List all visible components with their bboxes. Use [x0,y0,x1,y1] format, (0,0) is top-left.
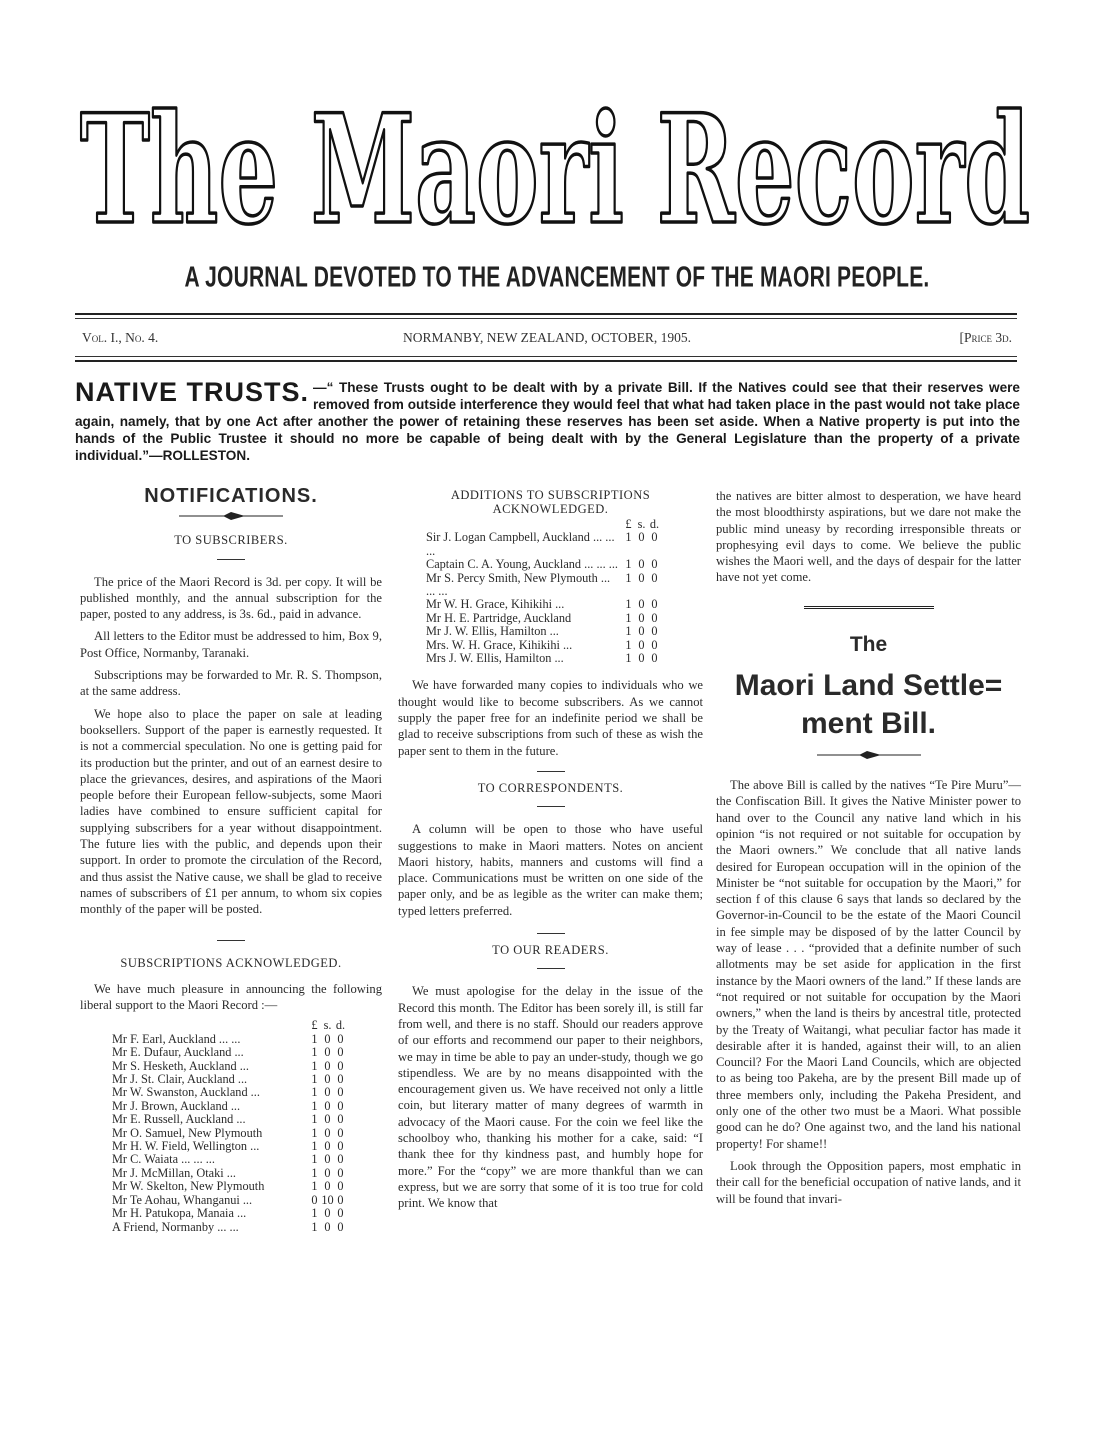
column-2 [398,488,703,1217]
additions-header-row [426,518,661,531]
shillings-header: s. [637,517,646,531]
amount-pounds: 1 [625,651,632,666]
amount-pence: 0 [337,1098,344,1113]
correspondents-paragraph: A column will be open to those who have useful suggestions to make in Maori matters. Notes on ancient Maori history, habits, manners and customs will find a place. Communications must be written on one side of the paper only, and be as legible as the writer can make them; typed letters preferred. [398,822,703,918]
native-trusts-text: —“ These Trusts ought to be dealt with by a private Bill. If the Natives could see that their reserves were removed from outside interference they would feel that what had taken place in the past would not take place again, namely, that by one Act after another the power of retaining these reserves has been set aside. When a Native property is put into the hands of the Public Trustee it should no more be capable of being dealt with by the General Legislature than the property of a private individual.”—ROLLESTON. [75,380,1020,463]
forwarded-paragraph: We have forwarded many copies to individuals who we thought would like to become subscribers. As we cannot supply the paper free for an indefinite period we shall be glad to receive subscriptions from such of these as wish the paper sent to them in the future. [398,678,703,758]
amount-pence: 0 [337,1112,344,1127]
amount-pounds: 1 [311,1112,318,1127]
subscriber-name: Mrs. W. H. Grace, Kihikihi ... [426,637,573,652]
subscription-row [112,1221,347,1234]
subscriber-name: A Friend, Normanby ... ... [112,1219,239,1234]
amount-shillings: 0 [324,1098,331,1113]
amount-shillings: 0 [324,1165,331,1180]
subscriber-name: Mr C. Waiata ... ... ... [112,1152,215,1167]
amount-pounds: 1 [311,1139,318,1154]
subscriber-name: Mr O. Samuel, New Plymouth [112,1125,263,1140]
pounds-header: £ [625,517,632,531]
amount-pence: 0 [337,1219,344,1234]
readers-paragraph: We must apologise for the delay in the issue of the Record this month. The Editor has been sorely ill, is still far from well, and there is no staff. Should our readers approve of our efforts and recommend our paper to their neighbors, we may in time be able to pay an under-study, though we go stipendless. We are by no means disappointed with the encouragement given us. We have received not only a little coin, but literary matter of many degrees of warmth in advocacy of the Maori cause. For the coin we feel like the schoolboy who, thanking his mother for a cake, said: “I thank thee for thy kindness past, and humbly hope for more.” For the “copy” we are more thankful than we can express, but we are sorry that some of it is too true for cold print. We know that [398,984,703,1211]
subscription-row [112,1100,347,1113]
amount-pounds: 1 [311,1125,318,1140]
additions-table [426,518,661,665]
subscription-row [112,1073,347,1086]
subscription-row [426,639,661,652]
amount-pence: 0 [651,651,658,666]
amount-shillings: 0 [324,1085,331,1100]
amount-shillings: 0 [324,1152,331,1167]
amount-pounds: 1 [311,1152,318,1167]
amount-pence: 0 [337,1139,344,1154]
subscriptions-header-row [112,1019,347,1032]
pence-header: d. [649,517,660,531]
column-3 [716,488,1021,1213]
amount-shillings: 0 [324,1219,331,1234]
to-subscribers-heading: TO SUBSCRIBERS. [174,533,288,548]
amount-pounds: 1 [625,610,632,625]
amount-pence: 0 [651,597,658,612]
dash-divider [537,933,565,934]
subscription-row [112,1140,347,1153]
amount-pence: 0 [651,557,658,572]
amount-pounds: 1 [311,1085,318,1100]
subscriber-name: Mrs J. W. Ellis, Hamilton ... [426,651,564,666]
amount-shillings: 0 [638,624,645,639]
subscriber-name: Mr J. Brown, Auckland ... [112,1098,241,1113]
subscription-row [112,1194,347,1207]
subscription-row [426,572,661,599]
amount-pounds: 1 [311,1058,318,1073]
issue-volume: Vol. I., No. 4. [82,330,159,345]
subscriber-name: Mr S. Hesketh, Auckland ... [112,1058,249,1073]
subscriptions-intro: We have much pleasure in announcing the following liberal support to the Maori Record :— [80,981,382,1013]
subscriber-name: Mr W. H. Grace, Kihikihi ... [426,597,565,612]
amount-pounds: 1 [311,1219,318,1234]
amount-pence: 0 [337,1085,344,1100]
subscription-row [112,1060,347,1073]
amount-pence: 0 [337,1045,344,1060]
amount-pence: 0 [337,1031,344,1046]
issue-line [82,330,1012,352]
amount-pence: 0 [337,1152,344,1167]
amount-pounds: 1 [311,1045,318,1060]
amount-pence: 0 [651,610,658,625]
amount-pounds: 0 [311,1192,318,1207]
amount-pounds: 1 [311,1072,318,1087]
ornament-divider-icon [171,510,291,522]
notification-paragraph: All letters to the Editor must be addressed to him, Box 9, Post Office, Normanby, Taranaki. [80,629,382,660]
amount-pence: 0 [651,624,658,639]
subscriber-name: Mr H. E. Partridge, Auckland [426,610,572,625]
subscriber-name: Mr Te Aohau, Whanganui ... [112,1192,253,1207]
amount-shillings: 0 [638,597,645,612]
amount-shillings: 0 [638,530,645,545]
column-1 [80,485,382,1234]
amount-pence: 0 [337,1179,344,1194]
dash-divider [217,940,245,941]
pence-header: d. [335,1018,346,1033]
double-rule-divider [804,606,934,611]
amount-pence: 0 [337,1058,344,1073]
amount-pounds: 1 [625,530,632,545]
amount-shillings: 0 [638,637,645,652]
subscription-row [426,598,661,611]
amount-pounds: 1 [625,570,632,585]
amount-shillings: 0 [324,1206,331,1221]
subscription-row [112,1086,347,1099]
subscription-row [112,1127,347,1140]
amount-shillings: 0 [638,557,645,572]
additions-heading: ADDITIONS TO SUBSCRIPTIONS ACKNOWLEDGED. [450,488,651,516]
subscription-row [426,531,661,558]
native-trusts-heading: NATIVE TRUSTS. [75,377,310,407]
amount-pence: 0 [651,637,658,652]
bill-paragraph: Look through the Opposition papers, most emphatic in their call for the beneficial occupation of native lands, and it will be found that invari- [716,1158,1021,1206]
amount-pence: 0 [337,1192,344,1207]
subscription-row [112,1113,347,1126]
issue-price: [Price 3d. [959,330,1012,345]
dash-divider [537,806,565,807]
header-rule-top-thin [75,318,1017,319]
amount-shillings: 0 [324,1031,331,1046]
bill-heading-the: The [849,632,888,656]
amount-pounds: 1 [311,1098,318,1113]
notification-paragraph: We hope also to place the paper on sale at leading booksellers. Support of the paper is earnestly requested. It is not a commercial speculation. No one is getting paid for its production but the printer, and out of an earnest desire to place the grievances, desires, and aspirations of the Maori people before their European fellow-subjects, some Maori ladies have combined to ensure sufficient capital for supplying subscribers for a year without disappointment. The future lies with the public, and depends upon their support. In order to promote the circulation of the Record, and thus assist the Native cause, we shall be glad to receive names of subscribers of £1 per annum, to whom six copies monthly of the paper will be posted. [80,706,382,917]
amount-pounds: 1 [311,1206,318,1221]
amount-shillings: 0 [324,1045,331,1060]
subscriber-name: Mr S. Percy Smith, New Plymouth ... ... ... [426,570,611,599]
dash-divider [537,771,565,772]
subscriber-name: Captain C. A. Young, Auckland ... ... ... [426,557,618,572]
subscriber-name: Mr E. Dufaur, Auckland ... [112,1045,244,1060]
subscriber-name: Sir J. Logan Campbell, Auckland ... ... ... [426,530,615,558]
subscriber-name: Mr J. St. Clair, Auckland ... [112,1072,248,1087]
amount-pounds: 1 [311,1165,318,1180]
masthead-subtitle: A JOURNAL DEVOTED TO THE ADVANCEMENT OF THE MAORI PEOPLE. [184,262,930,294]
subscription-row [112,1033,347,1046]
subscriber-name: Mr J. McMillan, Otaki ... [112,1165,236,1180]
subscriber-name: Mr W. Swanston, Auckland ... [112,1085,260,1100]
bill-paragraph: The above Bill is called by the natives “Te Pire Muru”—the Confiscation Bill. It gives the Native Minister power to hand over to the Council any native land which in his opinion “is not required or not suitable for occupation by the Maori owners.” We conclude that all native lands desired for European occupation will in the opinion of the Minister be “not suitable for occupation by the Maori,” for section f of this clause 6 says that lands so declared by the Governor-in-Council to be the estate of the Maori Council in fee simple may be disposed of by the latter Council by way of lease . . . “provided that a definite number of such allotments may be set aside for application in the first instance by the Maori owners of the land.” If these lands are “not required or not suitable for occupation by the Maori owners,” when the land is theirs by ancestral title, protected by the Treaty of Waitangi, what peculiar factor has made it desirable after it is handed, against their will, to an alien Council? For the Maori Land Councils, which are objected to as being too Pakeha, are by the present Bill made up of three members only, including the Pakeha President, and only one of the other two must be a Maori. What possible good can he do? One against two, and the land his national property! For shame!! [716,778,1021,1151]
amount-shillings: 0 [324,1179,331,1194]
subscription-row [112,1153,347,1166]
subscriber-name: Mr W. Skelton, New Plymouth [112,1179,265,1194]
subscription-row [426,558,661,571]
amount-pence: 0 [337,1072,344,1087]
amount-shillings: 0 [324,1112,331,1127]
dash-divider [217,559,245,560]
ornament-divider-icon [809,749,929,761]
subscriptions-table [112,1019,347,1234]
header-rule-top [75,313,1017,315]
subscriptions-body [112,1033,347,1234]
amount-pounds: 1 [625,557,632,572]
subscriptions-heading: SUBSCRIPTIONS ACKNOWLEDGED. [120,955,342,970]
amount-shillings: 10 [321,1192,334,1207]
amount-pence: 0 [337,1165,344,1180]
amount-shillings: 0 [324,1139,331,1154]
amount-pounds: 1 [625,624,632,639]
additions-body [426,531,661,665]
amount-pence: 0 [337,1125,344,1140]
subscriber-name: Mr H. W. Field, Wellington ... [112,1139,260,1154]
amount-shillings: 0 [324,1125,331,1140]
subscription-row [112,1167,347,1180]
continued-paragraph: the natives are bitter almost to desperation, we have heard the most bloodthirsty aspirations, but we dare not make the public mind uneasy by recording irresponsible threats or prophesying evil days to come. We believe the public wishes the Maori well, and the days of despair for the latter have not yet come. [716,489,1021,585]
bill-title: Maori Land Settle= ment Bill. [734,669,1003,741]
amount-shillings: 0 [638,570,645,585]
amount-pence: 0 [651,530,658,545]
amount-pounds: 1 [625,597,632,612]
subscriber-name: Mr F. Earl, Auckland ... ... [112,1031,241,1046]
correspondents-heading: TO CORRESPONDENTS. [477,780,624,795]
notification-paragraph: The price of the Maori Record is 3d. per copy. It will be published monthly, and the annual subscription for the paper, posted to any address, is 3s. 6d., paid in advance. [80,574,382,622]
issue-place-date: NORMANBY, NEW ZEALAND, OCTOBER, 1905. [402,330,691,345]
subscription-row [426,612,661,625]
readers-heading: TO OUR READERS. [492,943,609,958]
amount-shillings: 0 [638,651,645,666]
native-trusts-notice [75,379,1020,464]
amount-shillings: 0 [324,1058,331,1073]
subscription-row [426,625,661,638]
header-rule-bottom-thin [75,356,1017,357]
dash-divider [537,968,565,969]
masthead [60,100,1050,250]
subscriber-name: Mr H. Patukopa, Manaia ... [112,1206,247,1221]
masthead-title: The Maori Record [80,100,1030,250]
amount-pounds: 1 [625,637,632,652]
subscriber-name: Mr J. W. Ellis, Hamilton ... [426,624,559,639]
amount-shillings: 0 [638,610,645,625]
subscription-row [112,1207,347,1220]
subscription-row [426,652,661,665]
notifications-heading: NOTIFICATIONS. [144,485,318,507]
amount-pounds: 1 [311,1179,318,1194]
amount-shillings: 0 [324,1072,331,1087]
subscription-row [112,1180,347,1193]
amount-pence: 0 [337,1206,344,1221]
shillings-header: s. [323,1018,332,1033]
pounds-header: £ [311,1018,318,1033]
header-rule-bottom [75,360,1017,362]
amount-pounds: 1 [311,1031,318,1046]
subscriber-name: Mr E. Russell, Auckland ... [112,1112,246,1127]
subscription-row [112,1046,347,1059]
notification-paragraph: Subscriptions may be forwarded to Mr. R. S. Thompson, at the same address. [80,668,382,699]
amount-pence: 0 [651,570,658,585]
masthead-title-logo [60,100,1050,250]
